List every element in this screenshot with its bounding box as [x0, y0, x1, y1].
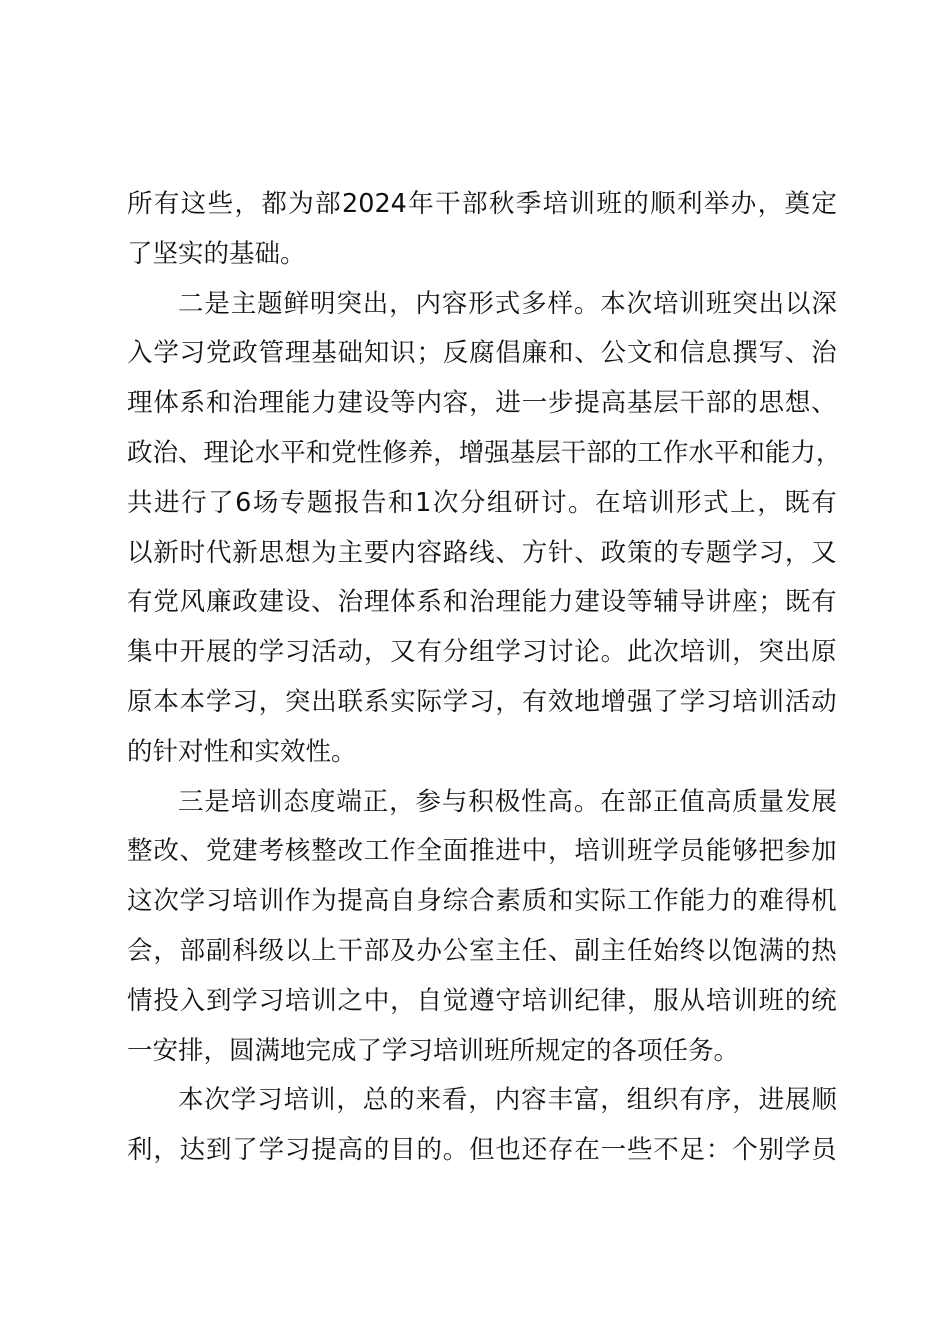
text-line: 二 是 主 题 鲜 明 突 出 ， 内 容 形 式 多 样 。 本 次 培 训 班 突 出 以 深	[178, 288, 837, 319]
text-line: 一安排，圆满地完成了学习培训班所规定的各项任务。	[127, 1035, 740, 1066]
text-line: 所 有 这 些 ， 都 为 部 2024 年 干 部 秋 季 培 训 班 的 顺 利 举 办 ， 奠 定	[127, 189, 837, 219]
text-line: 理 体 系 和 治 理 能 力 建 设 等 内 容 ， 进 一 步 提 高 基 层 干 部 的 思 想 、	[127, 388, 837, 419]
text-line: 这 次 学 习 培 训 作 为 提 高 自 身 综 合 素 质 和 实 际 工 作 能 力 的 难 得 机	[127, 886, 837, 917]
text-line: 三 是 培 训 态 度 端 正 ， 参 与 积 极 性 高 。 在 部 正 值 高 质 量 发 展	[178, 786, 837, 817]
text-line: 整 改 、 党 建 考 核 整 改 工 作 全 面 推 进 中 ， 培 训 班 学 员 能 够 把 参 加	[127, 836, 837, 867]
text-line: 集 中 开 展 的 学 习 活 动 ， 又 有 分 组 学 习 讨 论 。 此 次 培 训 ， 突 出 原	[127, 637, 837, 668]
text-line: 有 党 风 廉 政 建 设 、 治 理 体 系 和 治 理 能 力 建 设 等 辅 导 讲 座 ； 既 有	[127, 587, 837, 618]
text-line: 本 次 学 习 培 训 ， 总 的 来 看 ， 内 容 丰 富 ， 组 织 有 序 ， 进 展 顺	[178, 1085, 837, 1116]
text-line: 利 ， 达 到 了 学 习 提 高 的 目 的 。 但 也 还 存 在 一 些 不 足 ： 个 别 学 员	[127, 1135, 837, 1166]
text-line: 以 新 时 代 新 思 想 为 主 要 内 容 路 线 、 方 针 、 政 策 的 专 题 学 习 ， 又	[127, 537, 837, 568]
text-line: 会 ， 部 副 科 级 以 上 干 部 及 办 公 室 主 任 、 副 主 任 始 终 以 饱 满 的 热	[127, 935, 837, 966]
text-line: 政 治 、 理 论 水 平 和 党 性 修 养 ， 增 强 基 层 干 部 的 工 作 水 平 和 能 力 ，	[127, 437, 842, 468]
text-line: 入 学 习 党 政 管 理 基 础 知 识 ； 反 腐 倡 廉 和 、 公 文 和 信 息 撰 写 、 治	[127, 338, 837, 369]
text-line: 原 本 本 学 习 ， 突 出 联 系 实 际 学 习 ， 有 效 地 增 强 了 学 习 培 训 活 动	[127, 686, 837, 717]
text-line: 情 投 入 到 学 习 培 训 之 中 ， 自 觉 遵 守 培 训 纪 律 ， 服 从 培 训 班 的 统	[127, 985, 837, 1016]
document-body	[127, 180, 842, 1176]
text-line: 的针对性和实效性。	[127, 736, 357, 767]
text-line: 了坚实的基础。	[127, 238, 306, 269]
text-line: 共 进 行 了 6 场 专 题 报 告 和 1 次 分 组 研 讨 。 在 培 训 形 式 上 ， 既 有	[127, 487, 837, 518]
